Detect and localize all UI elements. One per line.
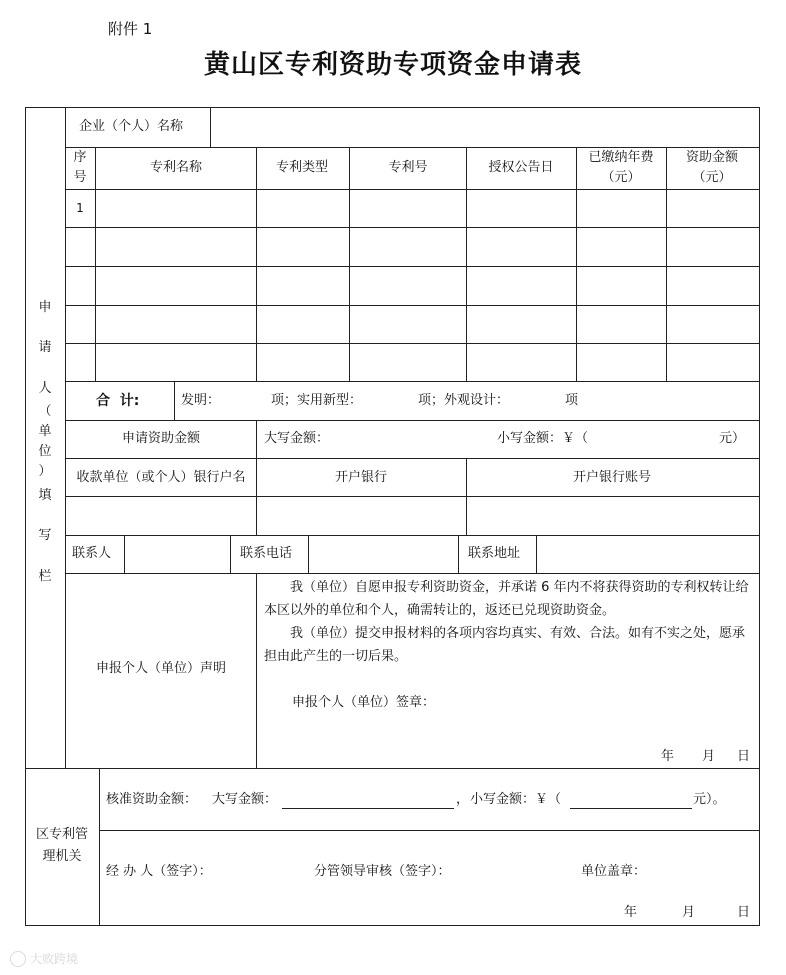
grid-line (65, 107, 66, 768)
declaration-para-1: 我（单位）自愿申报专利资助资金，并承诺 6 年内不将获得资助的专利权转让给本区以外的单位和个人，确需转让的，返还已兑现资助资金。 (264, 580, 749, 618)
col-paid-fee-line1: 已缴纳年费 (588, 150, 654, 165)
authority-label-line1: 区专利管 (35, 827, 89, 842)
grid-line (65, 458, 760, 459)
side-label-char: 请 (38, 340, 52, 355)
apply-amount-upper-label: 大写金额： (264, 431, 330, 446)
col-subsidy-line2: （元） (692, 170, 732, 185)
grid-line (124, 535, 125, 573)
total-label: 合 计: (96, 393, 140, 409)
apply-amount-label: 申请资助金额 (121, 431, 201, 446)
side-label-char: 人 (38, 381, 52, 396)
authority-day: 日 (737, 905, 751, 920)
total-invention-label: 发明： (181, 393, 221, 408)
grid-line (308, 535, 309, 573)
declaration-para-2: 我（单位）提交申报材料的各项内容均真实、有效、合法。如有不实之处，愿承担由此产生的一切后果。 (264, 626, 746, 664)
contact-address-label: 联系地址 (468, 546, 521, 561)
grid-line (256, 573, 257, 768)
col-subsidy-line1: 资助金额 (685, 150, 739, 165)
payee-field[interactable] (66, 497, 256, 534)
grid-line (65, 381, 760, 382)
side-label-char: 栏 (38, 569, 52, 584)
company-name-label: 企业（个人）名称 (79, 119, 184, 134)
bank-account-field[interactable] (467, 497, 759, 534)
grid-line (99, 768, 100, 926)
grid-line (65, 147, 760, 148)
approved-yuan: 元）。 (693, 792, 726, 807)
declaration-text (264, 576, 752, 668)
apply-amount-yuan: 元） (719, 431, 746, 446)
table-row-seq: 1 (76, 201, 84, 215)
declaration-month: 月 (702, 749, 716, 764)
bank-label: 开户银行 (334, 470, 388, 485)
declaration-label: 申报个人（单位）声明 (95, 661, 227, 676)
side-label-char: ） (38, 464, 52, 479)
patent-table-body[interactable] (96, 190, 759, 380)
side-label-char: 位 (38, 444, 52, 459)
handler-sign-label: 经 办 人（签字）： (106, 864, 212, 879)
watermark (10, 950, 78, 967)
company-name-field[interactable] (211, 108, 759, 146)
authority-month: 月 (682, 905, 696, 920)
unit-seal-label: 单位盖章： (581, 864, 647, 879)
payee-label: 收款单位（或个人）银行户名 (76, 470, 246, 485)
grid-line (65, 420, 760, 421)
total-utility-label: 项；实用新型： (271, 393, 363, 408)
grid-line (458, 535, 459, 573)
declaration-sign-label: 申报个人（单位）签章： (292, 695, 436, 710)
grid-line (25, 768, 760, 769)
side-label-char: 单 (38, 424, 52, 439)
col-seq-line1: 序 (73, 150, 87, 165)
leader-review-label: 分管领导审核（签字）： (314, 864, 451, 879)
bank-account-label: 开户银行账号 (572, 470, 652, 485)
approved-amount-label: 核准资助金额： (106, 792, 198, 807)
watermark-text: 大败跨境 (30, 952, 79, 966)
contact-phone-label: 联系电话 (240, 546, 293, 561)
declaration-year: 年 (661, 749, 675, 764)
grid-line (536, 535, 537, 573)
side-label-char: （ (38, 404, 52, 419)
apply-amount-lower-label: 小写金额：￥（ (497, 431, 589, 446)
grid-line (65, 535, 760, 536)
approved-lower-label: 小写金额：￥（ (470, 792, 562, 807)
contact-person-label: 联系人 (72, 546, 112, 561)
col-grant-date: 授权公告日 (488, 160, 554, 175)
col-patent-type: 专利类型 (275, 160, 329, 175)
declaration-day: 日 (737, 749, 751, 764)
authority-label-line2: 理机关 (42, 849, 82, 864)
side-label-char: 填 (38, 488, 52, 503)
page-title: 黄山区专利资助专项资金申请表 (203, 50, 583, 80)
grid-line (230, 535, 231, 573)
grid-line (174, 381, 175, 420)
side-label-char: 申 (38, 300, 52, 315)
total-unit-label: 项 (565, 393, 579, 408)
total-design-label: 项；外观设计： (418, 393, 510, 408)
approved-lower-line[interactable] (570, 808, 692, 809)
authority-year: 年 (624, 905, 638, 920)
col-patent-no: 专利号 (388, 160, 428, 175)
watermark-logo-icon (10, 951, 26, 967)
col-seq-line2: 号 (73, 170, 87, 185)
approved-upper-label: 大写金额： (212, 792, 278, 807)
attachment-label: 附件 1 (108, 20, 153, 38)
approved-comma: ， (456, 792, 470, 807)
side-label-char: 写 (38, 528, 52, 543)
bank-field[interactable] (257, 497, 465, 534)
grid-line (99, 830, 760, 831)
col-paid-fee-line2: （元） (601, 170, 641, 185)
approved-upper-line[interactable] (282, 808, 454, 809)
col-patent-name: 专利名称 (149, 160, 203, 175)
grid-line (65, 573, 760, 574)
